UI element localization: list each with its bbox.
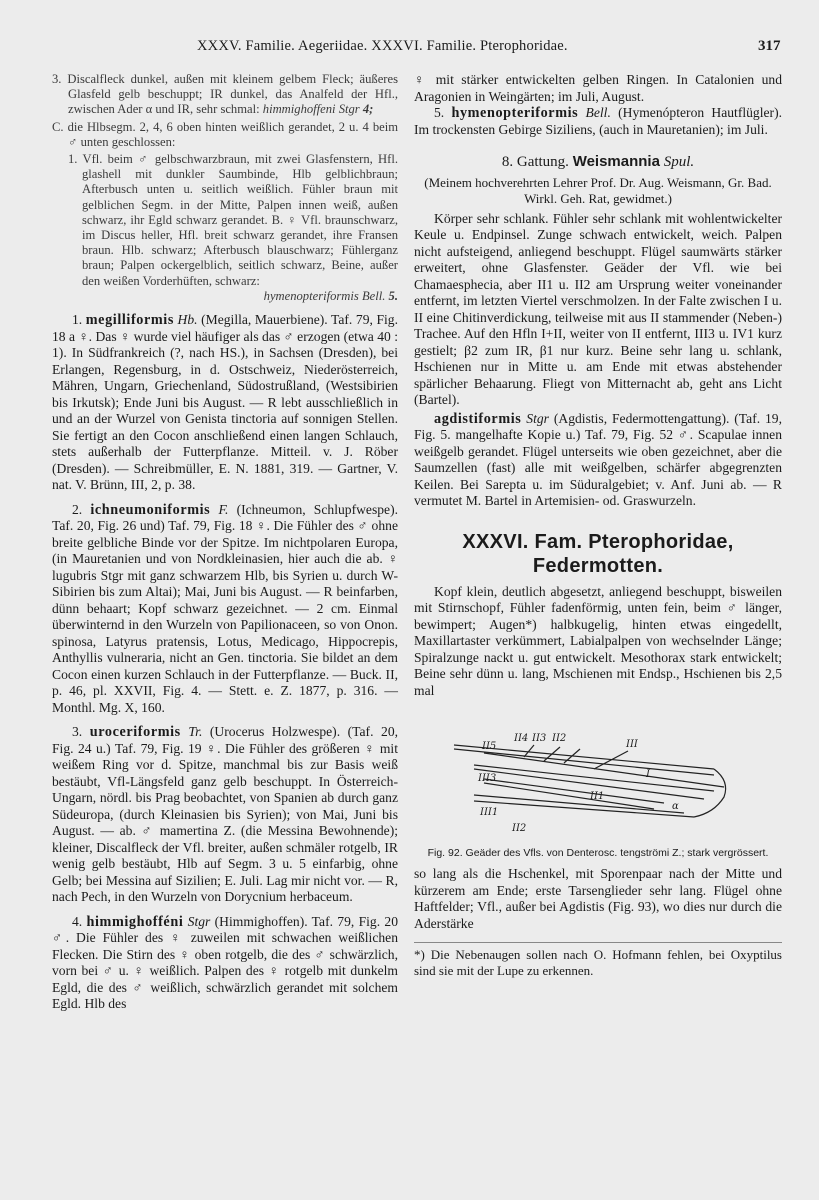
vein-label: II2 — [512, 823, 527, 834]
family-description: Kopf klein, deutlich abgesetzt, anliegend beschuppt, bisweilen mit Stirnschopf, Fühler fadenförmig, unten fein, beim ♂ länger, bewimpert; Augen*) halbkugelig, hinten etwas eingedellt, Maxillartaster verkümmert, Labialpalpen von wechselnder Länge; Spiralzunge nackt u. gut entwickelt. Mesothorax stark entwickelt; Beine sehr dünn u. lang, Mschienen mit Endsp., Hschienen bis 2,5 mal — [414, 583, 782, 698]
key-entry-3: 3. Discalfleck dunkel, außen mit kleinem gelbem Fleck; äußeres Glasfeld gelb beschuppt; IR dunkel, das Analfeld der Hfl., zwischen Ader α und IR, sehr schmal: himmighoffeni Stgr 4; — [52, 72, 398, 117]
vein-label: II5 — [482, 741, 497, 752]
footnote: *) Die Nebenaugen sollen nach O. Hofmann fehlen, bei Oxyptilus sind sie mit der Lupe zu erkennen. — [414, 942, 782, 979]
venation-drawing — [414, 705, 782, 845]
species-entry-uroceriformis: 3. uroceriformis Tr. (Urocerus Holzwespe). (Taf. 20, Fig. 24 u.) Taf. 79, Fig. 19 ♀. Die Fühler des größeren ♀ mit weißem Ring vor d. Spitze, manchmal bis zur Basis weiß bestäubt, Vfl-Längsfeld ganz gelb beschuppt. In Österreich-Ungarn, nördl. bis Prag beobachtet, von Spanien ab durch ganz Südeuropa, (durch Kleinasien bis Syrien); von Mai, Juni bis August. — ab. ♂ mamertina Z. (die Messina Bewohnende); kleiner, Discalfleck der Vfl. breiter, außen schmäler rotgelb, IR wenig gelb bestäubt, Hlb auf Segm. 3 u. 5 einfarbig, ohne Gelb; bei Messina auf Sizilien; E. Juli. Lag mir nicht vor. — R, nach Pech, in den Wurzeln von Dorycnium herbaceum. — [52, 724, 399, 905]
species-entry-ichneumoniformis: 2. ichneumoniformis F. (Ichneumon, Schlupfwespe). Taf. 20, Fig. 26 und) Taf. 79, Fig. 18 ♀. Die Fühler des ♂ ohne breite gelbliche Binde vor der Spitze. Im nichtpolaren Europa, (in Mauretanien und von Nordkleinasien, hier auch die ab. ♀ lugubris Stgr mit ganz schwarzem Hlb, bis Syrien u. durch W-Sibirien bis zum Altai); Mai, Juni bis August. — R beinfarben, dünn behaart; Kopf schwarz gezeichnet. — 2 cm. Einmal überwinternd in den Wurzeln von Papilionaceen, so von Onon. spinosa, Latyrus pratensis, Lotus, Medicago, Hippocrepis, Anthyllis vulneraria, nicht an Gen. tinctoria. Sie bildet an dem Cocon einen kurzen Schlauch in der Futterpflanze. — Buck. II, p. 46, pl. XXVII, Fig. 4. — Stett. e. Z. 1877, p. 316. — Monthl. Mg. X, 160. — [52, 501, 398, 715]
running-title: XXXV. Familie. Aegeriidae. XXXVI. Familie. Pterophoridae. — [197, 38, 568, 54]
running-header — [0, 36, 819, 58]
species-entry-himmighoffeni: 4. himmighofféni Stgr (Himmighoffen). Taf. 79, Fig. 20 ♂. Die Fühler des ♀ zuweilen mit schwachen weißlichen Flecken. Die Stirn des ♀ oben rotgelb, die des ♂ schwärzlich, vorn bei ♂ u. ♀ weißlich. Palpen des ♀ rotgelb mit dunkelm Egld, die des ♂ weißlich, schwärzlich gerandet mit solchem Egld. Hlb des — [52, 913, 398, 1012]
figure-caption: Fig. 92. Geäder des Vfls. von Denterosc. tengströmi Z.; stark vergrössert. — [427, 847, 769, 859]
vein-label: II4 — [514, 733, 529, 744]
vein-label: II3 — [532, 733, 547, 744]
key-entry-c: C. die Hlbsegm. 2, 4, 6 oben hinten weißlich gerandet, 2 u. 4 beim ♂ unten geschlossen: — [52, 119, 398, 149]
continued-text: ♀ mit stärker entwickelten gelben Ringen. In Catalonien und Aragonien in Weingärten; im Juli, August. — [414, 72, 782, 104]
vein-label: α — [672, 801, 679, 812]
family-heading: XXXVI. Fam. Pterophoridae, Federmotten. — [462, 530, 734, 577]
vein-label: II2 — [552, 733, 567, 744]
page-number: 317 — [758, 38, 781, 54]
genus-heading: 8. Gattung. Weismannia Spul. — [501, 153, 695, 170]
species-entry-hymenopteriformis: 5. hymenopteriformis Bell. (Hymenópteron Hautflügler). Im trockensten Gebirge Siziliens, (auch in Mauretanien); im Juli. — [414, 105, 782, 137]
genus-description: Körper sehr schlank. Fühler sehr schlank mit wohlentwickelter Keule u. Endpinsel. Zunge schwach entwickelt, weich. Palpen nicht aufsteigend, anliegend beschuppt. Flügel saumwärts stärker erweitert, ohne Glasfenster. Geäder der Vfl. wie bei Chamaesphecia, aber II1 u. II2 am Ursprung weiter voneinander entfernt, im letzten Viertel verschmolzen. In der Falte zwischen I u. II eine Chitinverdickung, teilweise mit aus II stammender (Neben-) Trachee. Auf den Hfln I+II, weiter von II entfernt, III3 u. IV1 kurz gestielt; β2 zum IR, β1 nur kurz. Beine sehr lang u. schlank, Hschienen nur in Mitte u. am Ende mit etwas abstehender spärlicher Behaarung. Fliegt von Mitternacht ab, geht ans Licht (Bartel). — [414, 210, 782, 407]
species-entry-megilliformis: 1. megilliformis Hb. (Megilla, Mauerbiene). Taf. 79, Fig. 18 a ♀. Das ♀ wurde viel häufiger als das ♂ erzogen (etwa 40 : 1). In Südfrankreich (?, nach HS.), in Sachsen (Dresden), bei Erlangen, Regensburg, in d. Ostschweiz, Niederösterreich, Mähren, Ungarn, Griechenland, Südostrußland, (Westsibirien bis Irkutsk); Ende Juni bis August. — R lebt ausschließlich in und an der Wurzel von Genista tinctoria auf sonnigen Stellen. Sie fertigt an den Cocon anschließend einen langen Schlauch, stets außerhalb der Futterpflanze. Mitteil. v. J. Röber (Dresden). — Schreibmüller, E. N. 1881, 319. — Gartner, V. nat. V. Brünn, III, 2, p. 38. — [52, 312, 398, 493]
key-entry-1: 1. Vfl. beim ♂ gelbschwarzbraun, mit zwei Glasfenstern, Hfl. glashell mit dunkler Saumbinde, Hlb gelblichbraun; Afterbusch unten u. seitlich weißlich. Fühler braun mit gelblichen Segm. in der Mitte, Palpen innen weiß, außen schwarz, ihr Egld schwarz gerandet. B. ♀ Vfl. braunschwarz, im Discus heller, Hfl. breit schwarz gerandet, ihre Fransen braun. Hlb. schwarz; Afterbusch blauschwarz; Fühlerganz braun; Palpen ockergelblich, seitlich schwarz, Beine, außer den weißen Vorderhüften, schwarz: hymenopteriformis Bell. 5. — [68, 152, 398, 303]
species-entry-agdistiformis: agdistiformis Stgr (Agdistis, Federmottengattung). (Taf. 19, Fig. 5. mangelhafte Kopie u.) Taf. 79, Fig. 52 ♂. Scapulae innen weißgelb gerandet. Flügel unterseits wie oben gezeichnet, aber die Saumzellen (fast) alle mit weißgelben, schärfer abgegrenzten Keilen. Bei Sarepta u. im Süduralgebiet; v. Anf. Juni ab. — R vermutet M. Bartel in Artemisien- od. Graswurzeln. — [414, 410, 782, 508]
vein-label: III1 — [480, 807, 499, 818]
vein-label: III — [626, 739, 638, 750]
wing-venation-figure — [414, 705, 782, 845]
vein-label: I — [646, 769, 650, 780]
right-column — [414, 72, 782, 979]
left-column — [52, 72, 398, 1013]
vein-label: III3 — [478, 773, 497, 784]
genus-dedication: (Meinem hochverehrten Lehrer Prof. Dr. Aug. Weismann, Gr. Bad. Wirkl. Geh. Rat, gewidmet.) — [424, 174, 772, 206]
vein-label: II1 — [590, 791, 605, 802]
family-description-continued: so lang als die Hschenkel, mit Sporenpaar nach der Mitte und kürzerem am Ende; erste Tarsenglieder sehr lang. Flügel ohne Haftfelder; Vfl., außer bei Agdistis (Fig. 93), wo dies nur durch die Aderstärke — [414, 866, 782, 931]
